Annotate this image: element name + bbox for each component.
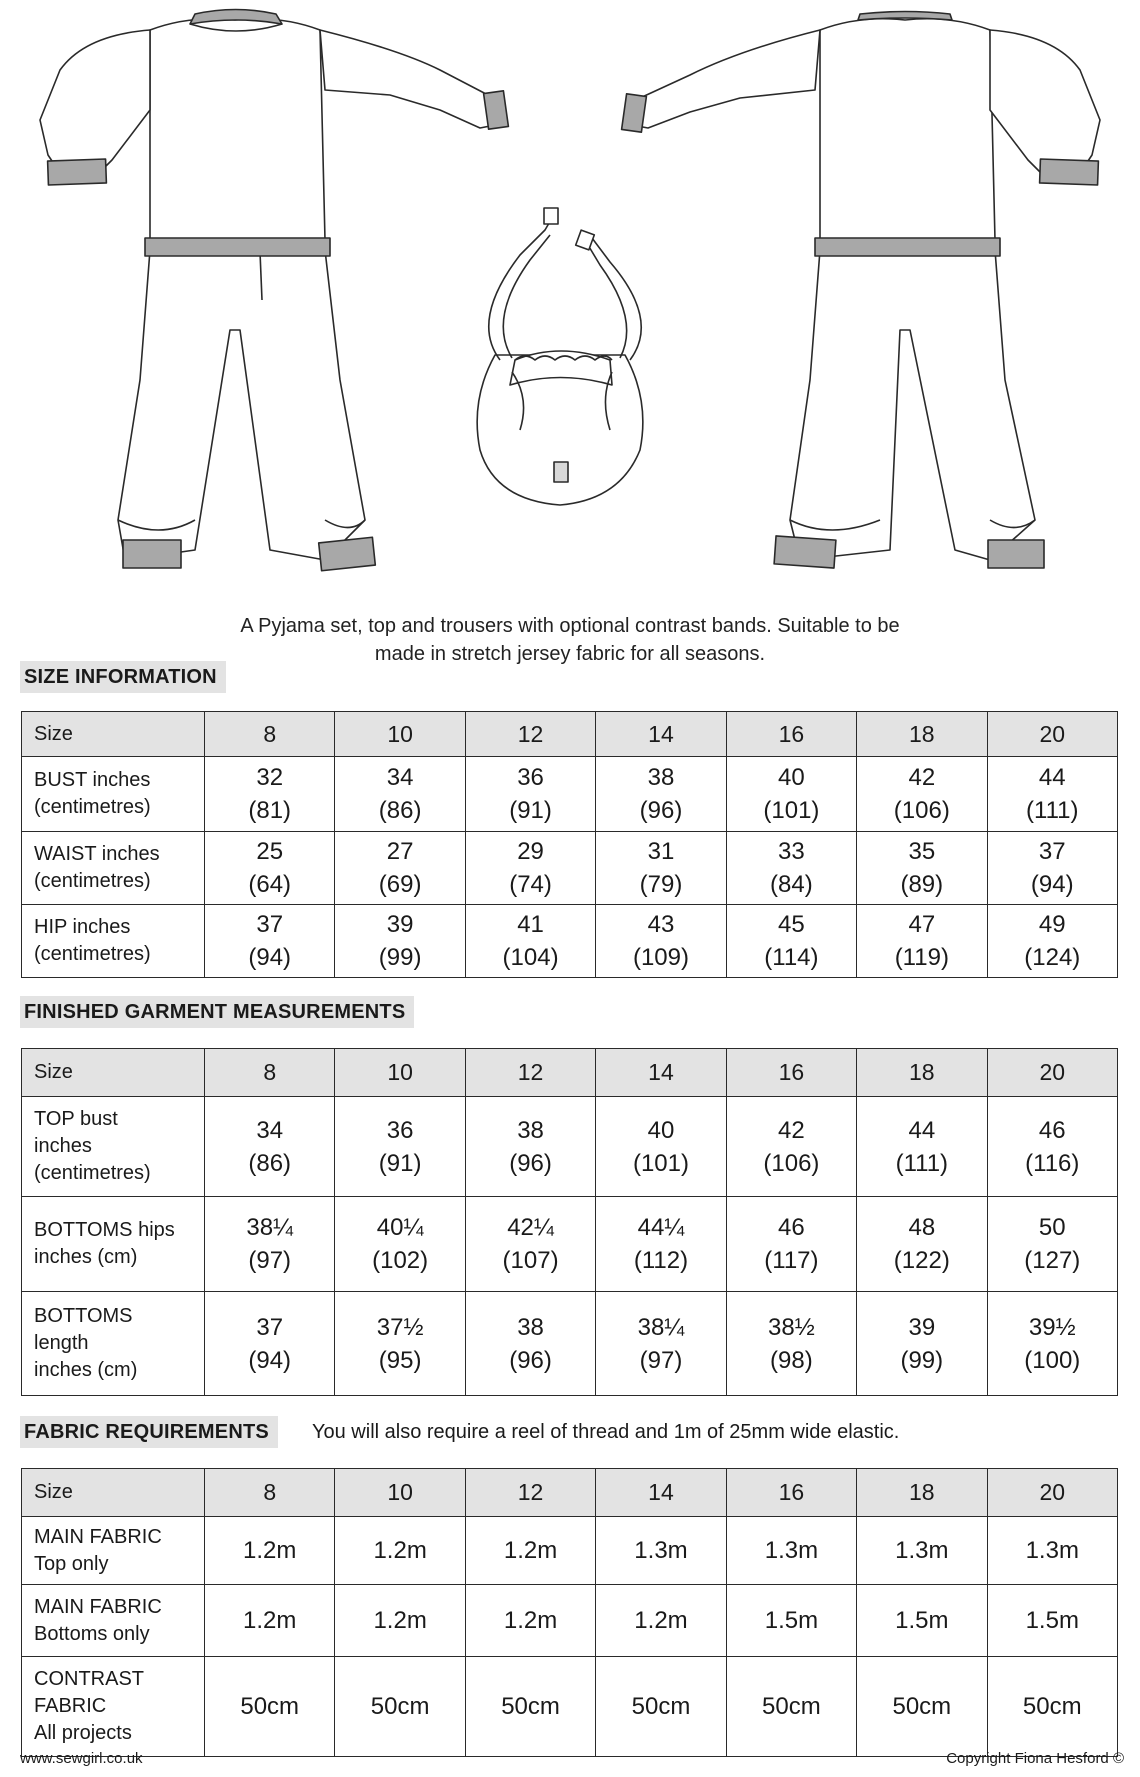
measurement-cell bbox=[205, 905, 335, 978]
row-label-line: HIP inches bbox=[34, 916, 131, 938]
measurement-cell bbox=[465, 832, 595, 905]
measurement-cell bbox=[335, 1585, 465, 1657]
table-row bbox=[22, 1292, 1118, 1396]
size-header-14: 14 bbox=[596, 1469, 726, 1517]
measurement-value: 29 bbox=[517, 838, 544, 865]
size-header-18: 18 bbox=[857, 1049, 987, 1097]
measurement-cell bbox=[857, 1657, 987, 1757]
measurement-value: 39½ bbox=[1028, 1313, 1076, 1341]
measurement-cell bbox=[465, 1657, 595, 1757]
size-column-header: Size bbox=[22, 1469, 205, 1517]
measurement-value: (96) bbox=[509, 1149, 552, 1177]
size-header-10: 10 bbox=[335, 1049, 465, 1097]
row-label bbox=[22, 1657, 205, 1757]
measurement-value: 36 bbox=[386, 1116, 414, 1144]
measurement-value: 34 bbox=[386, 764, 414, 791]
size-header-8: 8 bbox=[205, 712, 335, 757]
measurement-value: 27 bbox=[386, 838, 414, 865]
measurement-value: 34 bbox=[256, 1116, 284, 1144]
row-label-line: MAIN FABRIC bbox=[34, 1525, 162, 1548]
size-header-20: 20 bbox=[987, 1469, 1117, 1517]
row-label-line: (centimetres) bbox=[34, 943, 151, 965]
row-label bbox=[22, 832, 205, 905]
table-row bbox=[22, 1517, 1118, 1585]
measurement-cell bbox=[987, 1657, 1117, 1757]
row-label-line: Bottoms only bbox=[34, 1622, 150, 1645]
measurement-value: 1.2m bbox=[503, 1607, 558, 1634]
measurement-value: (69) bbox=[378, 871, 422, 898]
measurement-cell bbox=[465, 1097, 595, 1197]
website-link[interactable]: www.sewgirl.co.uk bbox=[20, 1750, 143, 1767]
table-row bbox=[22, 757, 1118, 832]
measurement-value: 47 bbox=[908, 911, 936, 938]
measurement-cell bbox=[857, 832, 987, 905]
measurement-value: (111) bbox=[1026, 797, 1079, 824]
measurement-value: 50cm bbox=[370, 1693, 430, 1720]
measurement-value: 42 bbox=[908, 764, 936, 791]
description-line-1: A Pyjama set, top and trousers with optional contrast bands. Suitable to be bbox=[240, 615, 900, 637]
row-label-line: inches (cm) bbox=[34, 1359, 138, 1381]
copyright-notice: Copyright Fiona Hesford © bbox=[946, 1750, 1124, 1767]
measurement-cell bbox=[987, 757, 1117, 832]
ankle-cuff-back-right bbox=[988, 540, 1044, 568]
measurement-value: 36 bbox=[517, 764, 544, 791]
measurement-cell bbox=[465, 1517, 595, 1585]
measurement-value: 50cm bbox=[762, 1693, 821, 1720]
size-header-16: 16 bbox=[726, 712, 856, 757]
measurement-cell bbox=[857, 1517, 987, 1585]
finished-garment-table bbox=[21, 1048, 1118, 1396]
measurement-value: 38½ bbox=[768, 1313, 815, 1341]
measurement-value: (86) bbox=[248, 1149, 292, 1177]
measurement-value: (79) bbox=[639, 871, 683, 898]
measurement-value: (94) bbox=[248, 944, 292, 971]
table-row bbox=[22, 905, 1118, 978]
measurement-cell bbox=[596, 757, 726, 832]
measurement-value: 1.3m bbox=[1025, 1537, 1079, 1564]
row-label bbox=[22, 1292, 205, 1396]
bag-label bbox=[554, 462, 568, 482]
measurement-value: (81) bbox=[248, 797, 292, 824]
measurement-cell bbox=[596, 1292, 726, 1396]
cuff-right bbox=[484, 91, 509, 129]
measurement-value: (112) bbox=[633, 1247, 689, 1274]
measurement-value: 33 bbox=[778, 838, 805, 865]
measurement-value: 50cm bbox=[892, 1693, 952, 1720]
measurement-value: (104) bbox=[502, 944, 559, 971]
size-information-heading: SIZE INFORMATION bbox=[20, 661, 226, 693]
measurement-cell bbox=[596, 1517, 726, 1585]
row-label bbox=[22, 1517, 205, 1585]
measurement-value: 46 bbox=[1038, 1116, 1066, 1144]
measurement-value: 44 bbox=[1038, 764, 1066, 791]
drawstring-bag bbox=[477, 208, 643, 505]
measurement-value: (94) bbox=[248, 1346, 292, 1374]
finished-garment-heading: FINISHED GARMENT MEASUREMENTS bbox=[20, 996, 414, 1028]
measurement-value: 1.2m bbox=[243, 1607, 297, 1634]
measurement-value: (111) bbox=[895, 1149, 949, 1177]
row-label-line: (centimetres) bbox=[34, 1162, 151, 1184]
measurement-value: (119) bbox=[894, 944, 949, 971]
measurement-value: 1.2m bbox=[243, 1537, 297, 1564]
measurement-value: (127) bbox=[1024, 1247, 1081, 1274]
measurement-value: (102) bbox=[372, 1247, 429, 1274]
size-header-12: 12 bbox=[465, 712, 595, 757]
measurement-cell bbox=[596, 832, 726, 905]
measurement-cell bbox=[335, 905, 465, 978]
measurement-value: 25 bbox=[256, 838, 284, 865]
table-row bbox=[22, 1657, 1118, 1757]
garment-illustration bbox=[0, 0, 1140, 600]
measurement-value: 32 bbox=[256, 764, 284, 791]
measurement-cell bbox=[335, 1097, 465, 1197]
size-header-14: 14 bbox=[596, 712, 726, 757]
measurement-value: (91) bbox=[509, 797, 552, 824]
measurement-cell bbox=[465, 1197, 595, 1292]
fabric-requirements-table bbox=[21, 1468, 1118, 1757]
size-header-8: 8 bbox=[205, 1049, 335, 1097]
measurement-cell bbox=[726, 1517, 856, 1585]
measurement-value: 38¼ bbox=[637, 1313, 685, 1341]
garment-description bbox=[0, 612, 1140, 668]
size-header-12: 12 bbox=[465, 1049, 595, 1097]
measurement-cell bbox=[726, 905, 856, 978]
cuff-left bbox=[48, 159, 107, 185]
hem-band-front bbox=[145, 238, 330, 256]
measurement-cell bbox=[335, 832, 465, 905]
measurement-cell bbox=[205, 1197, 335, 1292]
measurement-cell bbox=[465, 1585, 595, 1657]
ankle-cuff-right bbox=[319, 537, 376, 570]
measurement-value: 40 bbox=[778, 764, 805, 791]
measurement-cell bbox=[205, 1292, 335, 1396]
measurement-value: 46 bbox=[778, 1214, 805, 1241]
measurement-value: (117) bbox=[764, 1247, 819, 1274]
measurement-value: 43 bbox=[647, 911, 675, 938]
measurement-value: 38 bbox=[647, 764, 675, 791]
measurement-value: 35 bbox=[908, 838, 936, 865]
measurement-value: (89) bbox=[900, 871, 944, 898]
measurement-value: 50cm bbox=[240, 1693, 300, 1720]
measurement-value: (101) bbox=[763, 797, 820, 824]
measurement-cell bbox=[987, 1097, 1117, 1197]
size-header-20: 20 bbox=[987, 712, 1117, 757]
measurement-value: 50cm bbox=[1022, 1693, 1082, 1720]
measurement-value: (106) bbox=[763, 1149, 820, 1177]
measurement-cell bbox=[987, 905, 1117, 978]
measurement-cell bbox=[726, 757, 856, 832]
row-label-line: inches (cm) bbox=[34, 1246, 138, 1268]
measurement-cell bbox=[596, 1585, 726, 1657]
measurement-value: (86) bbox=[378, 797, 422, 824]
measurement-cell bbox=[335, 1657, 465, 1757]
measurement-cell bbox=[465, 757, 595, 832]
measurement-value: 40 bbox=[647, 1116, 675, 1144]
pyjama-back-view bbox=[622, 12, 1100, 569]
measurement-value: (64) bbox=[248, 871, 292, 898]
table-row bbox=[22, 1585, 1118, 1657]
measurement-value: 42¼ bbox=[507, 1214, 554, 1241]
row-label bbox=[22, 1585, 205, 1657]
measurement-cell bbox=[205, 1585, 335, 1657]
measurement-value: (99) bbox=[900, 1346, 944, 1374]
measurement-value: (114) bbox=[764, 944, 819, 971]
size-information-table bbox=[21, 711, 1118, 978]
row-label-line: length bbox=[34, 1332, 89, 1354]
size-header-12: 12 bbox=[465, 1469, 595, 1517]
measurement-cell bbox=[857, 1292, 987, 1396]
measurement-value: 38 bbox=[517, 1116, 544, 1144]
measurement-cell bbox=[987, 1585, 1117, 1657]
measurement-cell bbox=[596, 1197, 726, 1292]
measurement-value: (74) bbox=[509, 871, 552, 898]
measurement-value: 37½ bbox=[376, 1313, 424, 1341]
row-label-line: (centimetres) bbox=[34, 870, 151, 892]
ankle-cuff-back-left bbox=[774, 536, 836, 568]
row-label-line: TOP bust bbox=[34, 1108, 118, 1130]
measurement-value: 39 bbox=[386, 911, 414, 938]
measurement-cell bbox=[987, 832, 1117, 905]
measurement-value: (95) bbox=[378, 1346, 422, 1374]
measurement-value: 50 bbox=[1038, 1214, 1066, 1241]
measurement-value: (100) bbox=[1024, 1346, 1081, 1374]
measurement-cell bbox=[465, 905, 595, 978]
size-column-header: Size bbox=[22, 1049, 205, 1097]
measurement-cell bbox=[857, 1585, 987, 1657]
measurement-value: (97) bbox=[639, 1346, 683, 1374]
hem-band-back bbox=[815, 238, 1000, 256]
size-column-header: Size bbox=[22, 712, 205, 757]
description-line-2: made in stretch jersey fabric for all seasons. bbox=[374, 643, 766, 665]
measurement-value: (124) bbox=[1024, 944, 1081, 971]
measurement-value: 37 bbox=[1038, 838, 1066, 865]
measurement-cell bbox=[335, 1517, 465, 1585]
measurement-value: 1.5m bbox=[895, 1607, 949, 1634]
measurement-cell bbox=[596, 1657, 726, 1757]
measurement-cell bbox=[726, 1585, 856, 1657]
measurement-cell bbox=[205, 1657, 335, 1757]
measurement-cell bbox=[335, 757, 465, 832]
measurement-value: (98) bbox=[770, 1346, 813, 1374]
row-label-line: inches bbox=[34, 1135, 92, 1157]
measurement-cell bbox=[205, 1097, 335, 1197]
measurement-value: (99) bbox=[378, 944, 422, 971]
cuff-back-right bbox=[1040, 159, 1099, 185]
size-header-8: 8 bbox=[205, 1469, 335, 1517]
measurement-cell bbox=[335, 1197, 465, 1292]
measurement-value: 37 bbox=[256, 1313, 284, 1341]
size-header-16: 16 bbox=[726, 1049, 856, 1097]
pyjama-front-view bbox=[40, 10, 508, 571]
row-label-line: MAIN FABRIC bbox=[34, 1595, 162, 1618]
measurement-cell bbox=[205, 832, 335, 905]
measurement-value: 37 bbox=[256, 911, 284, 938]
row-label-line: WAIST inches bbox=[34, 843, 160, 865]
measurement-value: (122) bbox=[893, 1247, 950, 1274]
size-header-16: 16 bbox=[726, 1469, 856, 1517]
cuff-back-left bbox=[622, 94, 647, 132]
size-header-18: 18 bbox=[857, 1469, 987, 1517]
measurement-value: (91) bbox=[378, 1149, 422, 1177]
measurement-value: 1.2m bbox=[373, 1607, 427, 1634]
measurement-value: 1.2m bbox=[373, 1537, 427, 1564]
size-header-10: 10 bbox=[335, 712, 465, 757]
size-header-20: 20 bbox=[987, 1049, 1117, 1097]
row-label-line: CONTRAST bbox=[34, 1668, 144, 1690]
size-header-10: 10 bbox=[335, 1469, 465, 1517]
measurement-value: 38¼ bbox=[246, 1214, 294, 1241]
measurement-cell bbox=[596, 905, 726, 978]
measurement-value: 42 bbox=[778, 1116, 805, 1144]
row-label bbox=[22, 757, 205, 832]
measurement-value: 48 bbox=[908, 1214, 936, 1241]
measurement-value: 1.3m bbox=[764, 1537, 819, 1564]
row-label-line: BOTTOMS bbox=[34, 1305, 133, 1327]
measurement-value: (116) bbox=[1025, 1149, 1080, 1177]
fabric-requirements-heading: FABRIC REQUIREMENTS bbox=[20, 1416, 278, 1448]
measurement-value: 50cm bbox=[501, 1693, 560, 1720]
row-label-line: All projects bbox=[34, 1722, 132, 1744]
measurement-value: 39 bbox=[908, 1313, 936, 1341]
row-label-line: FABRIC bbox=[34, 1695, 107, 1717]
measurement-cell bbox=[987, 1517, 1117, 1585]
row-label-line: BUST inches bbox=[34, 769, 151, 791]
measurement-value: 1.5m bbox=[764, 1607, 819, 1634]
table-row bbox=[22, 832, 1118, 905]
measurement-value: 38 bbox=[517, 1313, 544, 1341]
measurement-value: 44 bbox=[908, 1116, 936, 1144]
measurement-value: (84) bbox=[770, 871, 813, 898]
measurement-cell bbox=[987, 1292, 1117, 1396]
measurement-cell bbox=[465, 1292, 595, 1396]
measurement-cell bbox=[857, 1097, 987, 1197]
measurement-cell bbox=[857, 905, 987, 978]
measurement-cell bbox=[726, 1657, 856, 1757]
measurement-value: (109) bbox=[632, 944, 689, 971]
measurement-value: (94) bbox=[1030, 871, 1074, 898]
row-label-line: BOTTOMS hips bbox=[34, 1219, 175, 1241]
measurement-value: (97) bbox=[248, 1247, 292, 1274]
table-row bbox=[22, 1097, 1118, 1197]
measurement-value: 1.3m bbox=[634, 1537, 688, 1564]
size-header-14: 14 bbox=[596, 1049, 726, 1097]
measurement-value: (96) bbox=[639, 797, 683, 824]
measurement-value: (101) bbox=[632, 1149, 689, 1177]
measurement-cell bbox=[857, 757, 987, 832]
measurement-value: 50cm bbox=[631, 1693, 691, 1720]
measurement-value: (96) bbox=[509, 1346, 552, 1374]
row-label bbox=[22, 1197, 205, 1292]
measurement-value: 44¼ bbox=[637, 1214, 685, 1241]
measurement-cell bbox=[987, 1197, 1117, 1292]
row-label-line: (centimetres) bbox=[34, 796, 151, 818]
row-label bbox=[22, 905, 205, 978]
measurement-cell bbox=[205, 757, 335, 832]
measurement-cell bbox=[205, 1517, 335, 1585]
measurement-cell bbox=[726, 1097, 856, 1197]
measurement-value: 49 bbox=[1038, 911, 1066, 938]
measurement-cell bbox=[726, 1292, 856, 1396]
measurement-value: 45 bbox=[778, 911, 805, 938]
measurement-cell bbox=[726, 1197, 856, 1292]
measurement-value: 40¼ bbox=[376, 1214, 424, 1241]
fabric-requirements-note: You will also require a reel of thread and 1m of 25mm wide elastic. bbox=[312, 1421, 900, 1443]
measurement-value: 1.2m bbox=[503, 1537, 558, 1564]
measurement-value: 1.3m bbox=[895, 1537, 949, 1564]
measurement-cell bbox=[335, 1292, 465, 1396]
measurement-value: 1.2m bbox=[634, 1607, 688, 1634]
table-row bbox=[22, 1197, 1118, 1292]
measurement-cell bbox=[596, 1097, 726, 1197]
measurement-value: 31 bbox=[647, 838, 675, 865]
row-label bbox=[22, 1097, 205, 1197]
ankle-cuff-left bbox=[123, 540, 181, 568]
measurement-value: (107) bbox=[502, 1247, 559, 1274]
measurement-cell bbox=[726, 832, 856, 905]
measurement-value: 41 bbox=[517, 911, 544, 938]
row-label-line: Top only bbox=[34, 1552, 109, 1575]
size-header-18: 18 bbox=[857, 712, 987, 757]
measurement-value: 1.5m bbox=[1025, 1607, 1079, 1634]
measurement-value: (106) bbox=[893, 797, 950, 824]
measurement-cell bbox=[857, 1197, 987, 1292]
